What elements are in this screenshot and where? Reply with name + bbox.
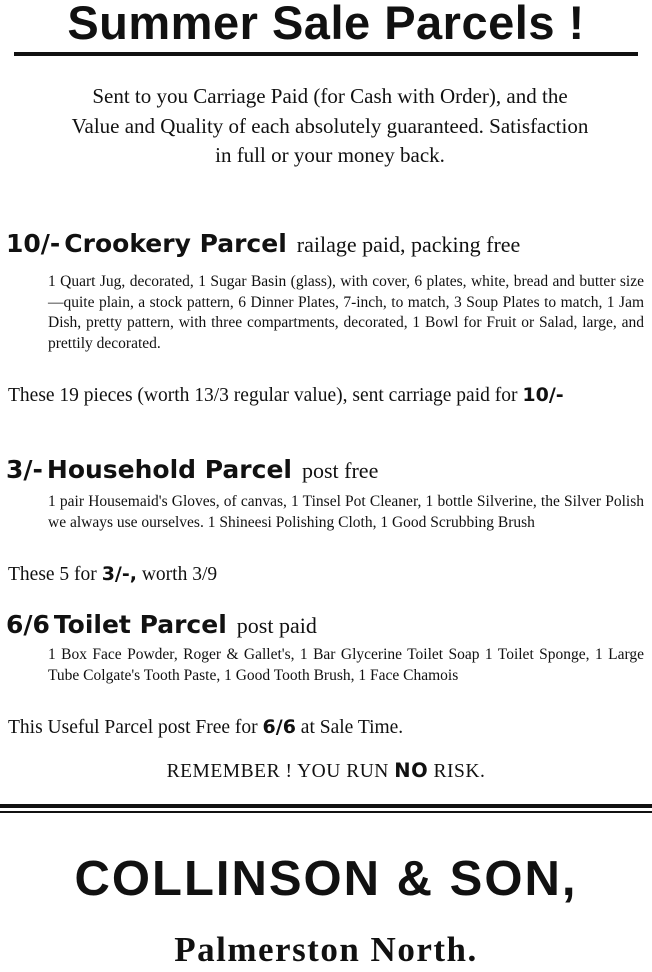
company-name: COLLINSON & SON, <box>74 852 578 906</box>
toilet-parcel-description: 1 Box Face Powder, Roger & Gallet's, 1 Bar Glycerine Toilet Soap 1 Toilet Sponge, 1 Large Tube Colgate's Tooth Paste, 1 Good Tooth Brush, 1 Face Chamois <box>48 646 644 684</box>
crockery-parcel-heading <box>6 229 520 263</box>
remember-before: REMEMBER ! YOU RUN <box>166 761 389 782</box>
household-parcel-terms: post free <box>301 458 379 483</box>
toilet-parcel-terms: post paid <box>236 613 317 638</box>
divider-thick <box>0 804 652 808</box>
crockery-parcel-summary <box>8 383 648 408</box>
toilet-parcel-summary-after: at Sale Time. <box>300 717 404 738</box>
crockery-parcel-name: Crookery Parcel <box>64 229 287 258</box>
household-parcel-summary-after: worth 3/9 <box>141 564 218 585</box>
crockery-parcel-description: 1 Quart Jug, decorated, 1 Sugar Basin (glass), with cover, 6 plates, white, bread and butter size—quite plain, a stock pattern, 6 Dinner Plates, 7-inch, to match, 3 Soup Plates to match, 1 Jam Dish, pretty pattern, with three compartments, decorated, 1 Bowl for Fruit or Salad, large, and prettily decorated. <box>48 273 644 352</box>
toilet-parcel-summary-before: This Useful Parcel post Free for <box>8 717 258 738</box>
crockery-parcel-summary-price: 10/- <box>522 384 564 406</box>
toilet-parcel-price: 6/6 <box>6 610 50 639</box>
headline-underline <box>14 52 638 56</box>
toilet-parcel-summary-price: 6/6 <box>262 716 296 738</box>
headline: Summer Sale Parcels ! <box>67 0 585 49</box>
household-parcel-summary-price: 3/-, <box>101 563 137 585</box>
household-parcel-heading <box>6 455 378 489</box>
remember-after: RISK. <box>433 761 486 782</box>
household-parcel-description: 1 pair Housemaid's Gloves, of canvas, 1 Tinsel Pot Cleaner, 1 bottle Silverine, the Silver Polish we always use ourselves. 1 Shineesi Polishing Cloth, 1 Good Scrubbing Brush <box>48 493 644 531</box>
intro-text: Sent to you Carriage Paid (for Cash with Order), and the Value and Quality of each absolutely guaranteed. Satisfaction in full or your money back. <box>71 84 589 167</box>
remember-notice <box>0 758 652 785</box>
household-parcel-name: Household Parcel <box>46 455 292 484</box>
crockery-parcel-summary-text: These 19 pieces (worth 13/3 regular value), sent carriage paid for <box>8 385 518 406</box>
town-name: Palmerston North. <box>174 930 478 969</box>
crockery-parcel-terms: railage paid, packing free <box>296 232 521 257</box>
divider-thin <box>0 811 652 813</box>
household-parcel-price: 3/- <box>6 455 43 484</box>
household-parcel-summary-before: These 5 for <box>8 564 97 585</box>
toilet-parcel-name: Toilet Parcel <box>53 610 227 639</box>
remember-emphasis: NO <box>394 759 429 782</box>
household-parcel-summary <box>8 562 648 587</box>
toilet-parcel-summary <box>8 715 648 740</box>
toilet-parcel-heading <box>6 610 317 644</box>
crockery-parcel-price: 10/- <box>6 229 61 258</box>
